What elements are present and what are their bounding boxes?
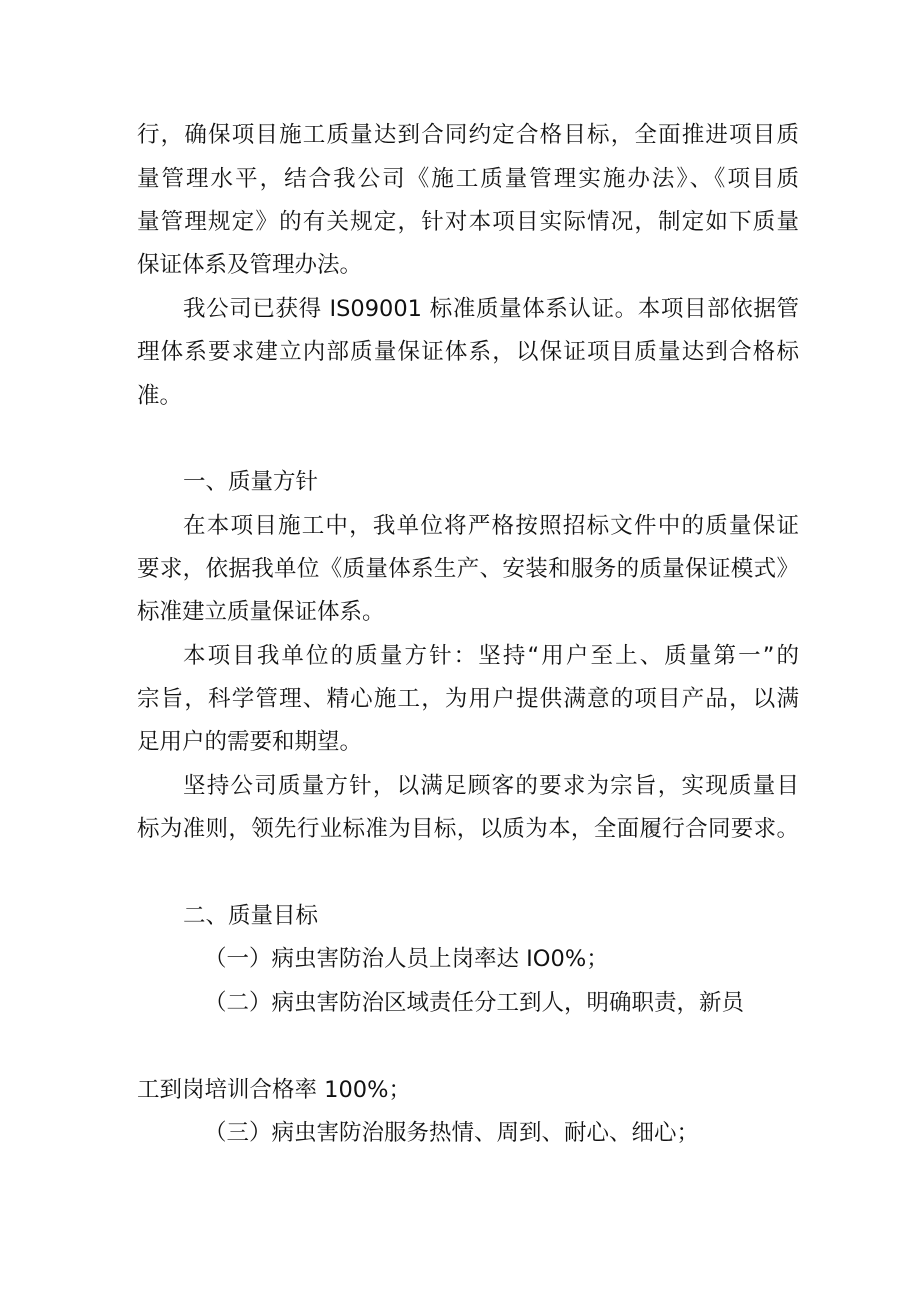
- intro-line-2: 量管理水平，结合我公司《施工质量管理实施办法》、《项目质: [137, 166, 799, 192]
- policy-para1-line-1: 在本项目施工中，我单位将严格按照招标文件中的质量保证: [183, 513, 799, 539]
- policy-para2-line-3: 足用户的需要和期望。: [137, 729, 363, 755]
- intro-line-4: 保证体系及管理办法。: [137, 252, 363, 278]
- intro-line-1: 行，确保项目施工质量达到合同约定合格目标，全面推进项目质: [137, 122, 799, 148]
- policy-para3-line-1: 坚持公司质量方针，以满足顾客的要求为宗旨，实现质量目: [183, 773, 799, 799]
- goal-item-1: （一）病虫害防治人员上岗率达 IO0%；: [204, 946, 609, 972]
- certification-line-1: 我公司已获得 IS09001 标准质量体系认证。本项目部依据管: [183, 296, 799, 322]
- section2-heading: 二、质量目标: [183, 903, 319, 929]
- policy-para2-line-1: 本项目我单位的质量方针：坚持“用户至上、质量第一”的: [183, 643, 799, 669]
- certification-line-3: 准。: [137, 383, 183, 409]
- goal-item-2-line-2: 工到岗培训合格率 100%；: [137, 1077, 411, 1103]
- section1-heading: 一、质量方针: [183, 469, 319, 495]
- goal-item-2-line-1: （二）病虫害防治区域责任分工到人，明确职责，新员: [204, 990, 745, 1016]
- policy-para1-line-2: 要求，依据我单位《质量体系生产、安装和服务的质量保证模式》: [137, 556, 799, 582]
- intro-line-3: 量管理规定》的有关规定，针对本项目实际情况，制定如下质量: [137, 209, 799, 235]
- policy-para1-line-3: 标准建立质量保证体系。: [137, 599, 385, 625]
- goal-item-3: （三）病虫害防治服务热情、周到、耐心、细心；: [204, 1120, 700, 1146]
- certification-line-2: 理体系要求建立内部质量保证体系，以保证项目质量达到合格标: [137, 339, 799, 365]
- policy-para3-line-2: 标为准则，领先行业标准为目标，以质为本，全面履行合同要求。: [137, 816, 799, 842]
- policy-para2-line-2: 宗旨，科学管理、精心施工，为用户提供满意的项目产品，以满: [137, 686, 799, 712]
